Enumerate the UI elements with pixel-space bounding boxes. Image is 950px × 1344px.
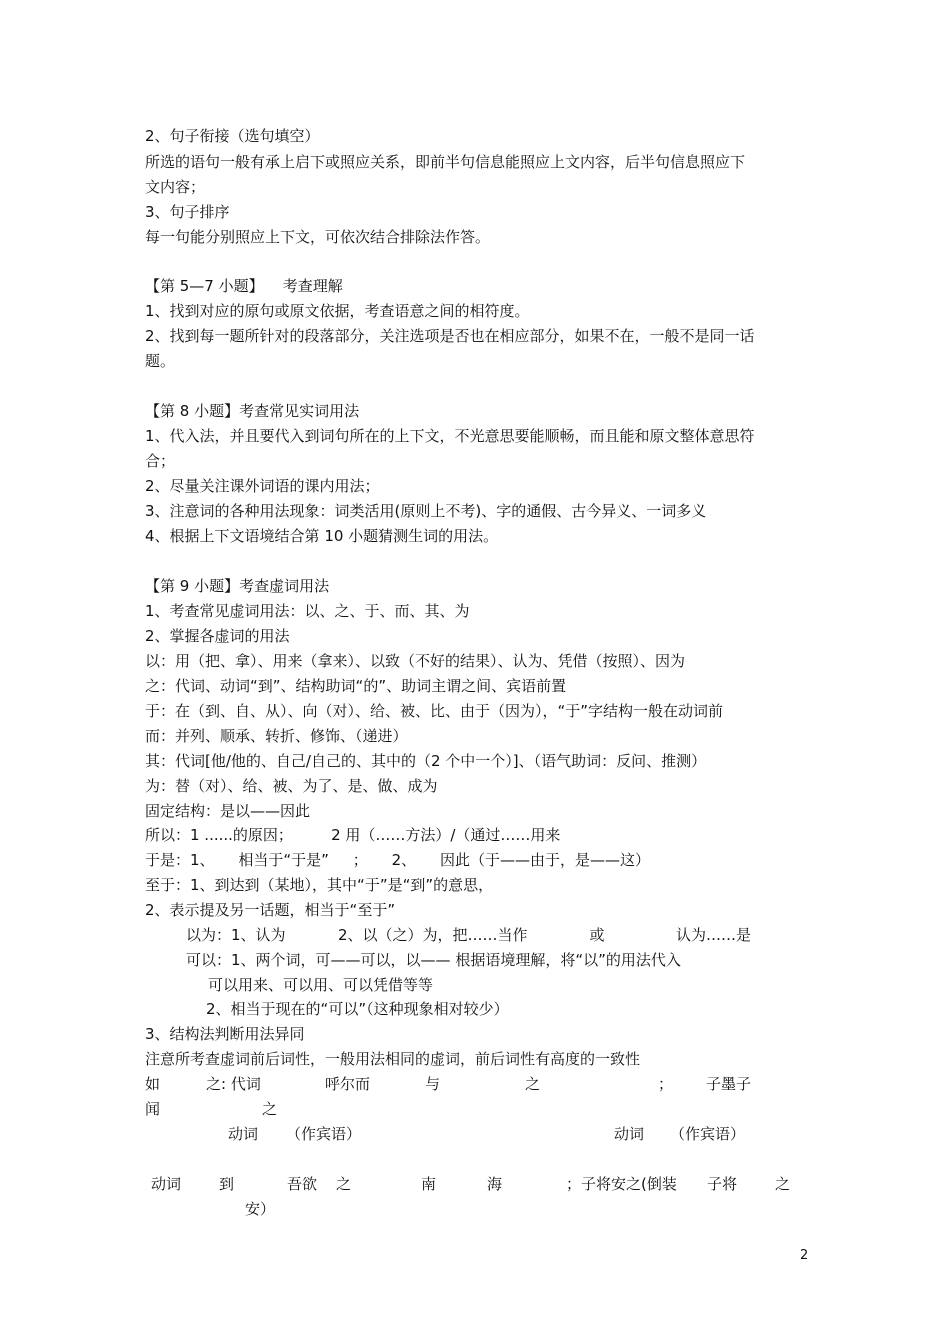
text-line: 4、根据上下文语境结合第 10 小题猜测生词的用法。 bbox=[145, 527, 499, 545]
example-word: ；子将安之(倒装 bbox=[566, 1175, 677, 1193]
text-line: 2、句子衔接（选句填空） bbox=[145, 127, 320, 145]
text-line: 3、结构法判断用法异同 bbox=[145, 1025, 305, 1043]
example-word: 到 bbox=[219, 1175, 235, 1193]
text-line: 为：替（对）、给、被、为了、是、做、成为 bbox=[145, 777, 438, 795]
text-line: 2、找到每一题所针对的段落部分，关注选项是否也在相应部分，如果不在，一般不是同一话 bbox=[145, 327, 755, 345]
example-word: 呼尔而 bbox=[325, 1075, 371, 1093]
example-word: 之 bbox=[775, 1175, 791, 1193]
example-word: 之 bbox=[262, 1100, 278, 1118]
text-line: 于：在（到、自、从）、向（对）、给、被、比、由于（因为），“于”字结构一般在动词前 bbox=[145, 702, 724, 720]
example-word: 子将 bbox=[707, 1175, 738, 1193]
text-line: 题。 bbox=[145, 352, 176, 370]
text-line: 注意所考查虚词前后词性，一般用法相同的虚词，前后词性有高度的一致性 bbox=[145, 1050, 641, 1068]
example-word: （作宾语） bbox=[286, 1125, 362, 1143]
text-line: 至于：1、到达到（某地），其中“于”是“到”的意思， bbox=[145, 876, 494, 894]
text-line: 所选的语句一般有承上启下或照应关系，即前半句信息能照应上文内容，后半句信息照应下 bbox=[145, 153, 746, 171]
text-line: 3、注意词的各种用法现象：词类活用(原则上不考)、字的通假、古今异义、一词多义 bbox=[145, 502, 707, 520]
example-word: 之: 代词 bbox=[206, 1075, 261, 1093]
text-line: 合； bbox=[145, 452, 176, 470]
example-word: 动词 bbox=[151, 1175, 182, 1193]
text-line: 于是：1、 相当于“于是” ； 2、 因此（于——由于，是——这） bbox=[145, 851, 650, 869]
text-line: 2、掌握各虚词的用法 bbox=[145, 627, 290, 645]
example-word: 海 bbox=[487, 1175, 503, 1193]
example-word: 动词 bbox=[614, 1125, 645, 1143]
example-word: 子墨子 bbox=[706, 1075, 752, 1093]
example-word: 如 bbox=[145, 1075, 161, 1093]
text-line: 之：代词、动词“到”、结构助词“的”、助词主谓之间、宾语前置 bbox=[145, 677, 567, 695]
section-heading: 【第 8 小题】考查常见实词用法 bbox=[145, 402, 360, 420]
text-line: 1、代入法，并且要代入到词句所在的上下文，不光意思要能顺畅，而且能和原文整体意思符 bbox=[145, 427, 755, 445]
text-line: 以：用（把、拿）、用来（拿来）、以致（不好的结果）、认为、凭借（按照）、因为 bbox=[145, 652, 686, 670]
example-word: 之 bbox=[336, 1175, 352, 1193]
text-line: 所以：1 ......的原因； 2 用（……方法）/（通过……用来 bbox=[145, 826, 561, 844]
text-line: 2、相当于现在的“可以”（这种现象相对较少） bbox=[206, 1000, 509, 1018]
example-word: 之 bbox=[525, 1075, 541, 1093]
example-word: 南 bbox=[421, 1175, 437, 1193]
text-line: 以为：1、认为 2、以（之）为，把……当作 或 认为……是 bbox=[186, 926, 752, 944]
example-word: 动词 bbox=[228, 1125, 259, 1143]
section-heading: 【第 5—7 小题】 考查理解 bbox=[145, 277, 343, 295]
text-line: 其：代词[他/他的、自己/自己的、其中的（2 个中一个）]、（语气助词：反问、推测） bbox=[145, 752, 707, 770]
text-line: 文内容； bbox=[145, 178, 206, 196]
section-heading: 【第 9 小题】考查虚词用法 bbox=[145, 577, 330, 595]
text-line: 2、尽量关注课外词语的课内用法； bbox=[145, 477, 380, 495]
text-line: 3、句子排序 bbox=[145, 203, 230, 221]
example-word: ； bbox=[658, 1075, 674, 1093]
text-line: 而：并列、顺承、转折、修饰、（递进） bbox=[145, 727, 408, 745]
text-line: 1、找到对应的原句或原文依据，考查语意之间的相符度。 bbox=[145, 302, 530, 320]
text-line: 每一句能分别照应上下文，可依次结合排除法作答。 bbox=[145, 228, 491, 246]
example-word: 安） bbox=[245, 1200, 276, 1218]
text-line: 可以：1、两个词，可——可以，以—— 根据语境理解，将“以”的用法代入 bbox=[186, 951, 681, 969]
text-line: 固定结构：是以——因此 bbox=[145, 802, 311, 820]
text-line: 2、表示提及另一话题，相当于“至于” bbox=[145, 901, 396, 919]
page-number: 2 bbox=[800, 1248, 809, 1263]
example-word: 与 bbox=[425, 1075, 441, 1093]
text-line: 可以用来、可以用、可以凭借等等 bbox=[208, 976, 434, 994]
example-word: 闻 bbox=[145, 1100, 161, 1118]
text-line: 1、考查常见虚词用法：以、之、于、而、其、为 bbox=[145, 602, 470, 620]
example-word: （作宾语） bbox=[670, 1125, 746, 1143]
example-word: 吾欲 bbox=[287, 1175, 318, 1193]
